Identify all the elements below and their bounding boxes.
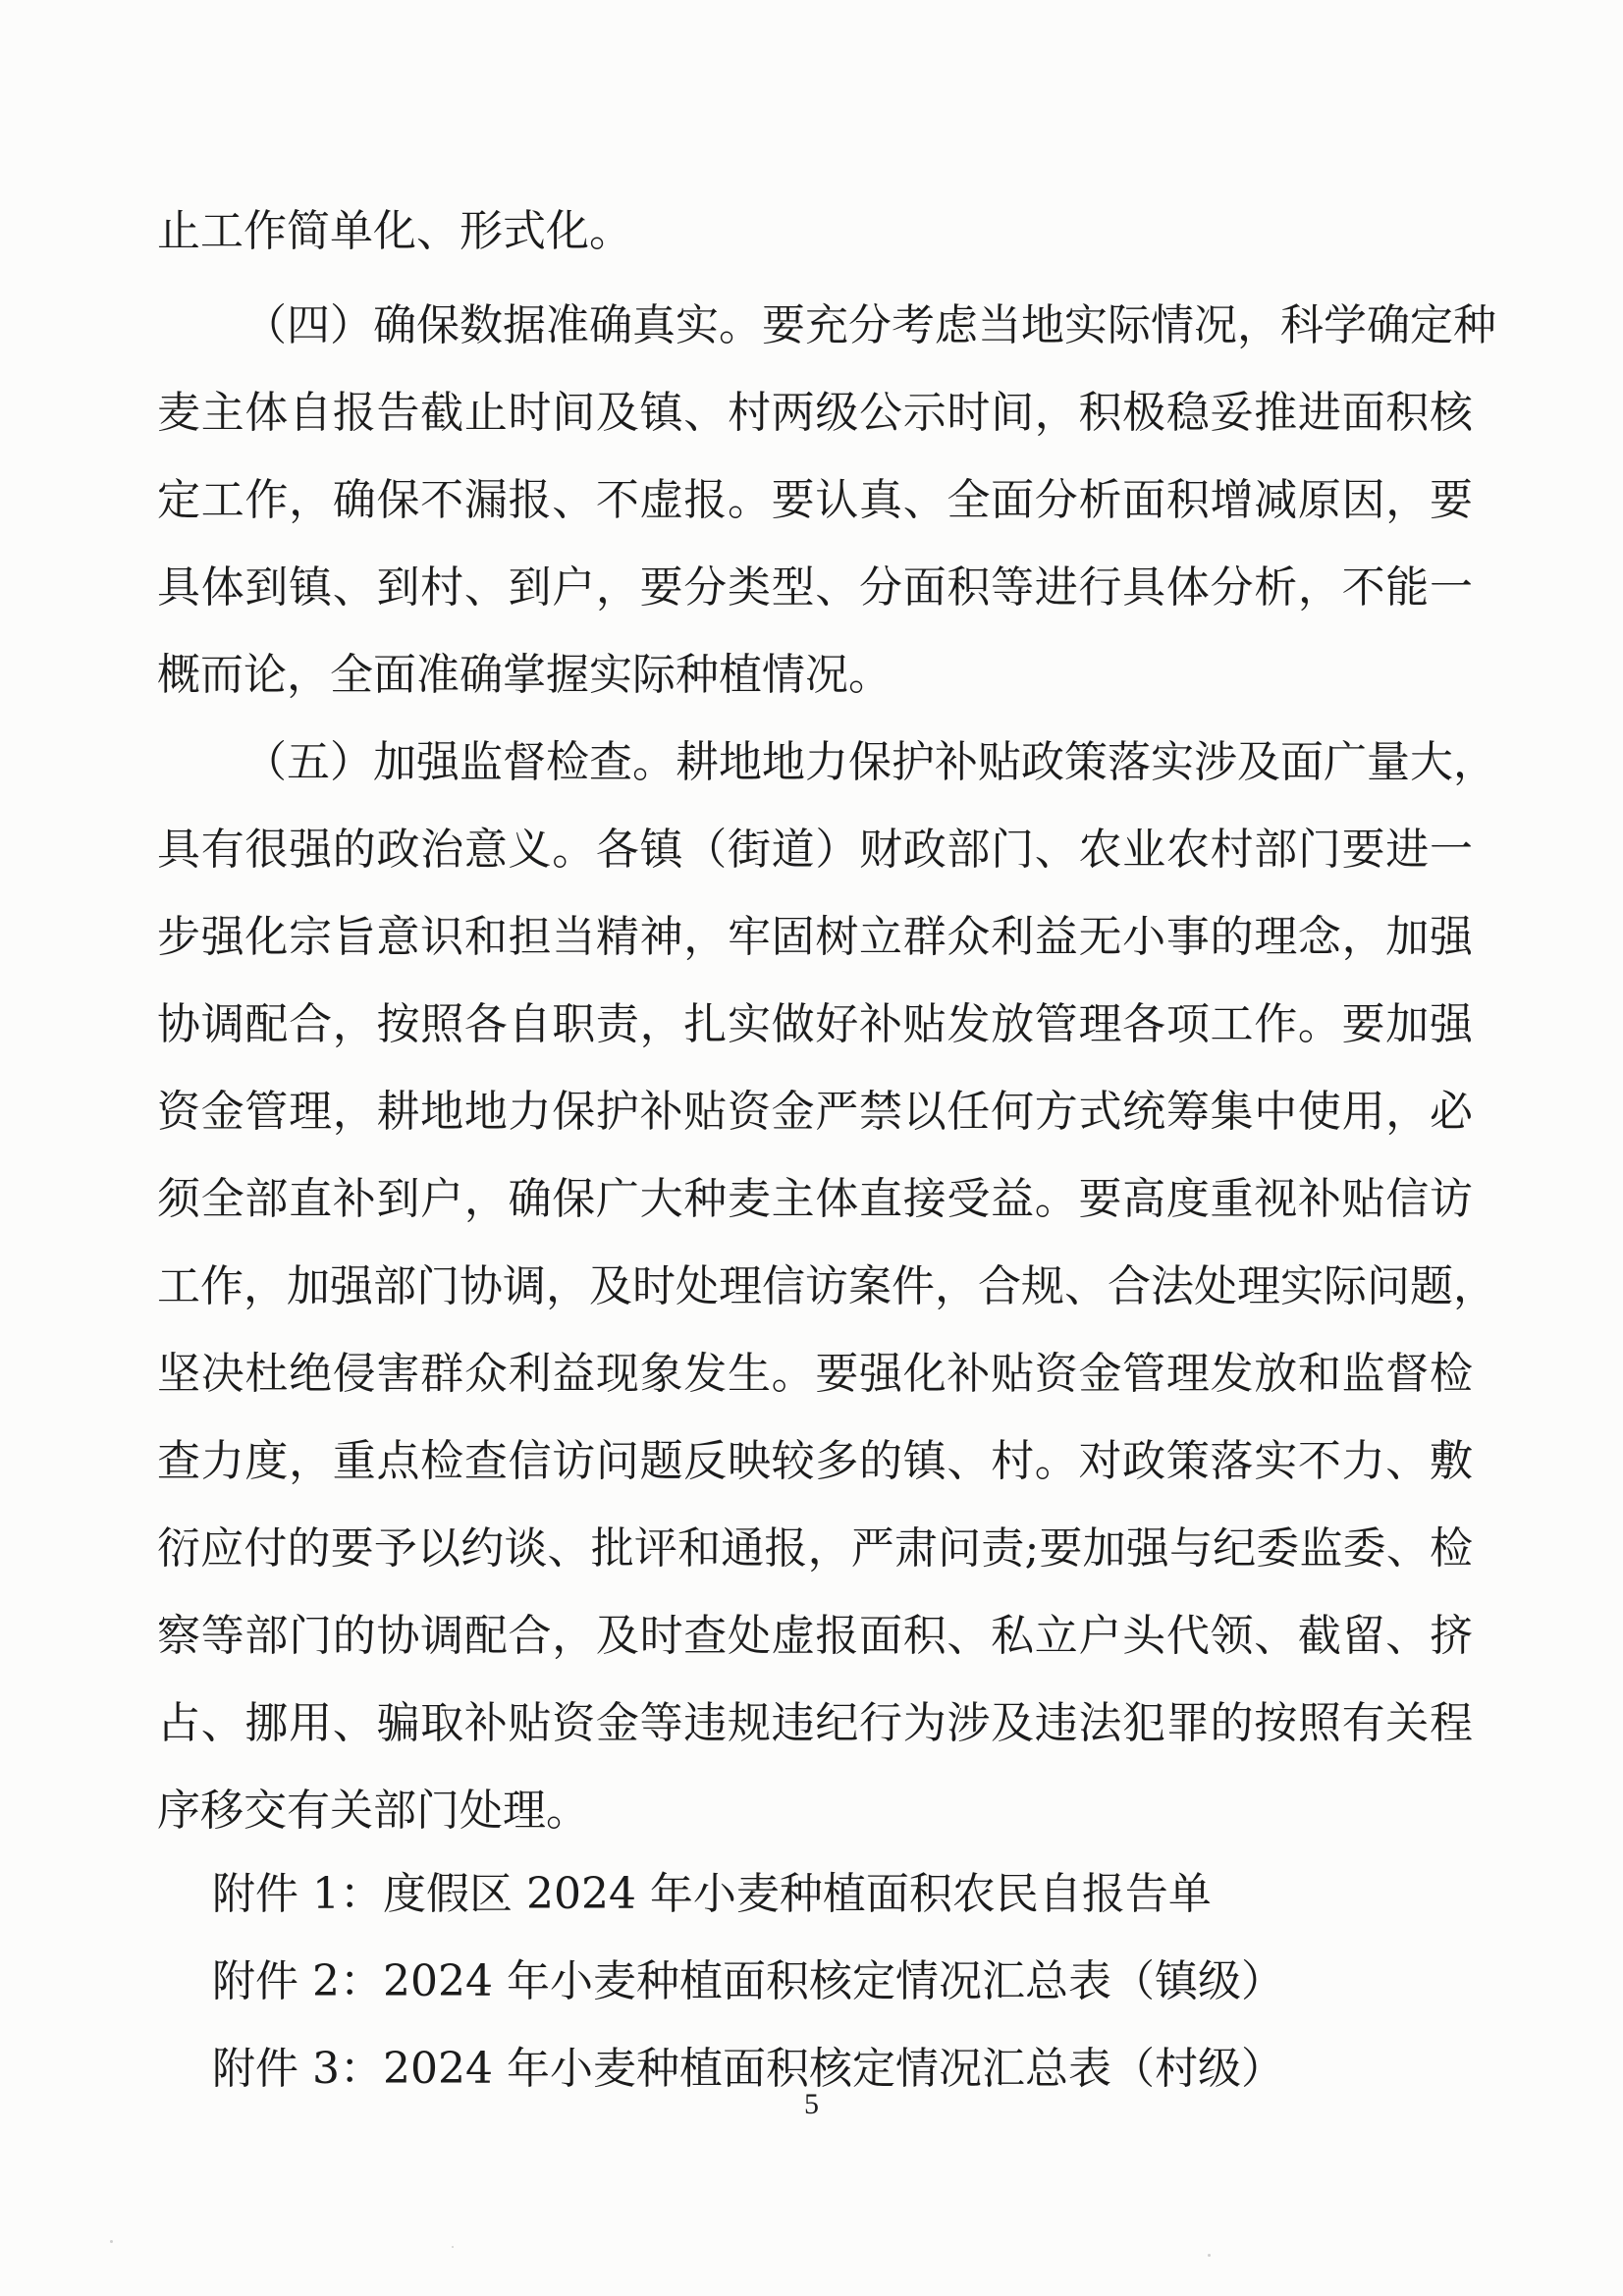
scan-speck <box>452 2246 454 2248</box>
body-line-8: 具有很强的政治意义。各镇（街道）财政部门、农业农村部门要进一 <box>157 825 1473 875</box>
scan-speck <box>110 2240 113 2243</box>
attachment-3: 附件 3：2024 年小麦种植面积核定情况汇总表（村级） <box>212 2044 1284 2094</box>
body-line-9: 步强化宗旨意识和担当精神，牢固树立群众利益无小事的理念，加强 <box>157 912 1473 962</box>
body-line-15: 查力度，重点检查信访问题反映较多的镇、村。对政策落实不力、敷 <box>157 1436 1473 1486</box>
body-line-7: （五）加强监督检查。耕地地力保护补贴政策落实涉及面广量大， <box>243 737 1496 787</box>
body-line-14: 坚决杜绝侵害群众利益现象发生。要强化补贴资金管理发放和监督检 <box>157 1349 1473 1399</box>
body-line-2: （四）确保数据准确真实。要充分考虑当地实际情况，科学确定种 <box>243 300 1496 350</box>
body-line-12: 须全部直补到户，确保广大种麦主体直接受益。要高度重视补贴信访 <box>157 1174 1473 1224</box>
body-line-17: 察等部门的协调配合，及时查处虚报面积、私立户头代领、截留、挤 <box>157 1611 1473 1661</box>
body-line-11: 资金管理，耕地地力保护补贴资金严禁以任何方式统筹集中使用，必 <box>157 1087 1473 1137</box>
scan-speck <box>1208 2254 1211 2257</box>
body-line-16: 衍应付的要予以约谈、批评和通报，严肃问责;要加强与纪委监委、检 <box>157 1523 1473 1574</box>
body-line-13: 工作，加强部门协调，及时处理信访案件，合规、合法处理实际问题， <box>157 1261 1496 1311</box>
body-line-1: 止工作简单化、形式化。 <box>157 206 632 256</box>
body-line-18: 占、挪用、骗取补贴资金等违规违纪行为涉及违法犯罪的按照有关程 <box>157 1698 1473 1748</box>
body-line-19: 序移交有关部门处理。 <box>157 1786 589 1836</box>
body-line-10: 协调配合，按照各自职责，扎实做好补贴发放管理各项工作。要加强 <box>157 999 1473 1049</box>
attachment-2: 附件 2：2024 年小麦种植面积核定情况汇总表（镇级） <box>212 1956 1284 2006</box>
body-line-6: 概而论，全面准确掌握实际种植情况。 <box>157 650 892 700</box>
page-number: 5 <box>804 2088 819 2120</box>
body-line-4: 定工作，确保不漏报、不虚报。要认真、全面分析面积增减原因，要 <box>157 475 1473 525</box>
attachment-1: 附件 1：度假区 2024 年小麦种植面积农民自报告单 <box>212 1869 1212 1919</box>
body-line-5: 具体到镇、到村、到户，要分类型、分面积等进行具体分析，不能一 <box>157 562 1473 613</box>
body-line-3: 麦主体自报告截止时间及镇、村两级公示时间，积极稳妥推进面积核 <box>157 388 1473 438</box>
